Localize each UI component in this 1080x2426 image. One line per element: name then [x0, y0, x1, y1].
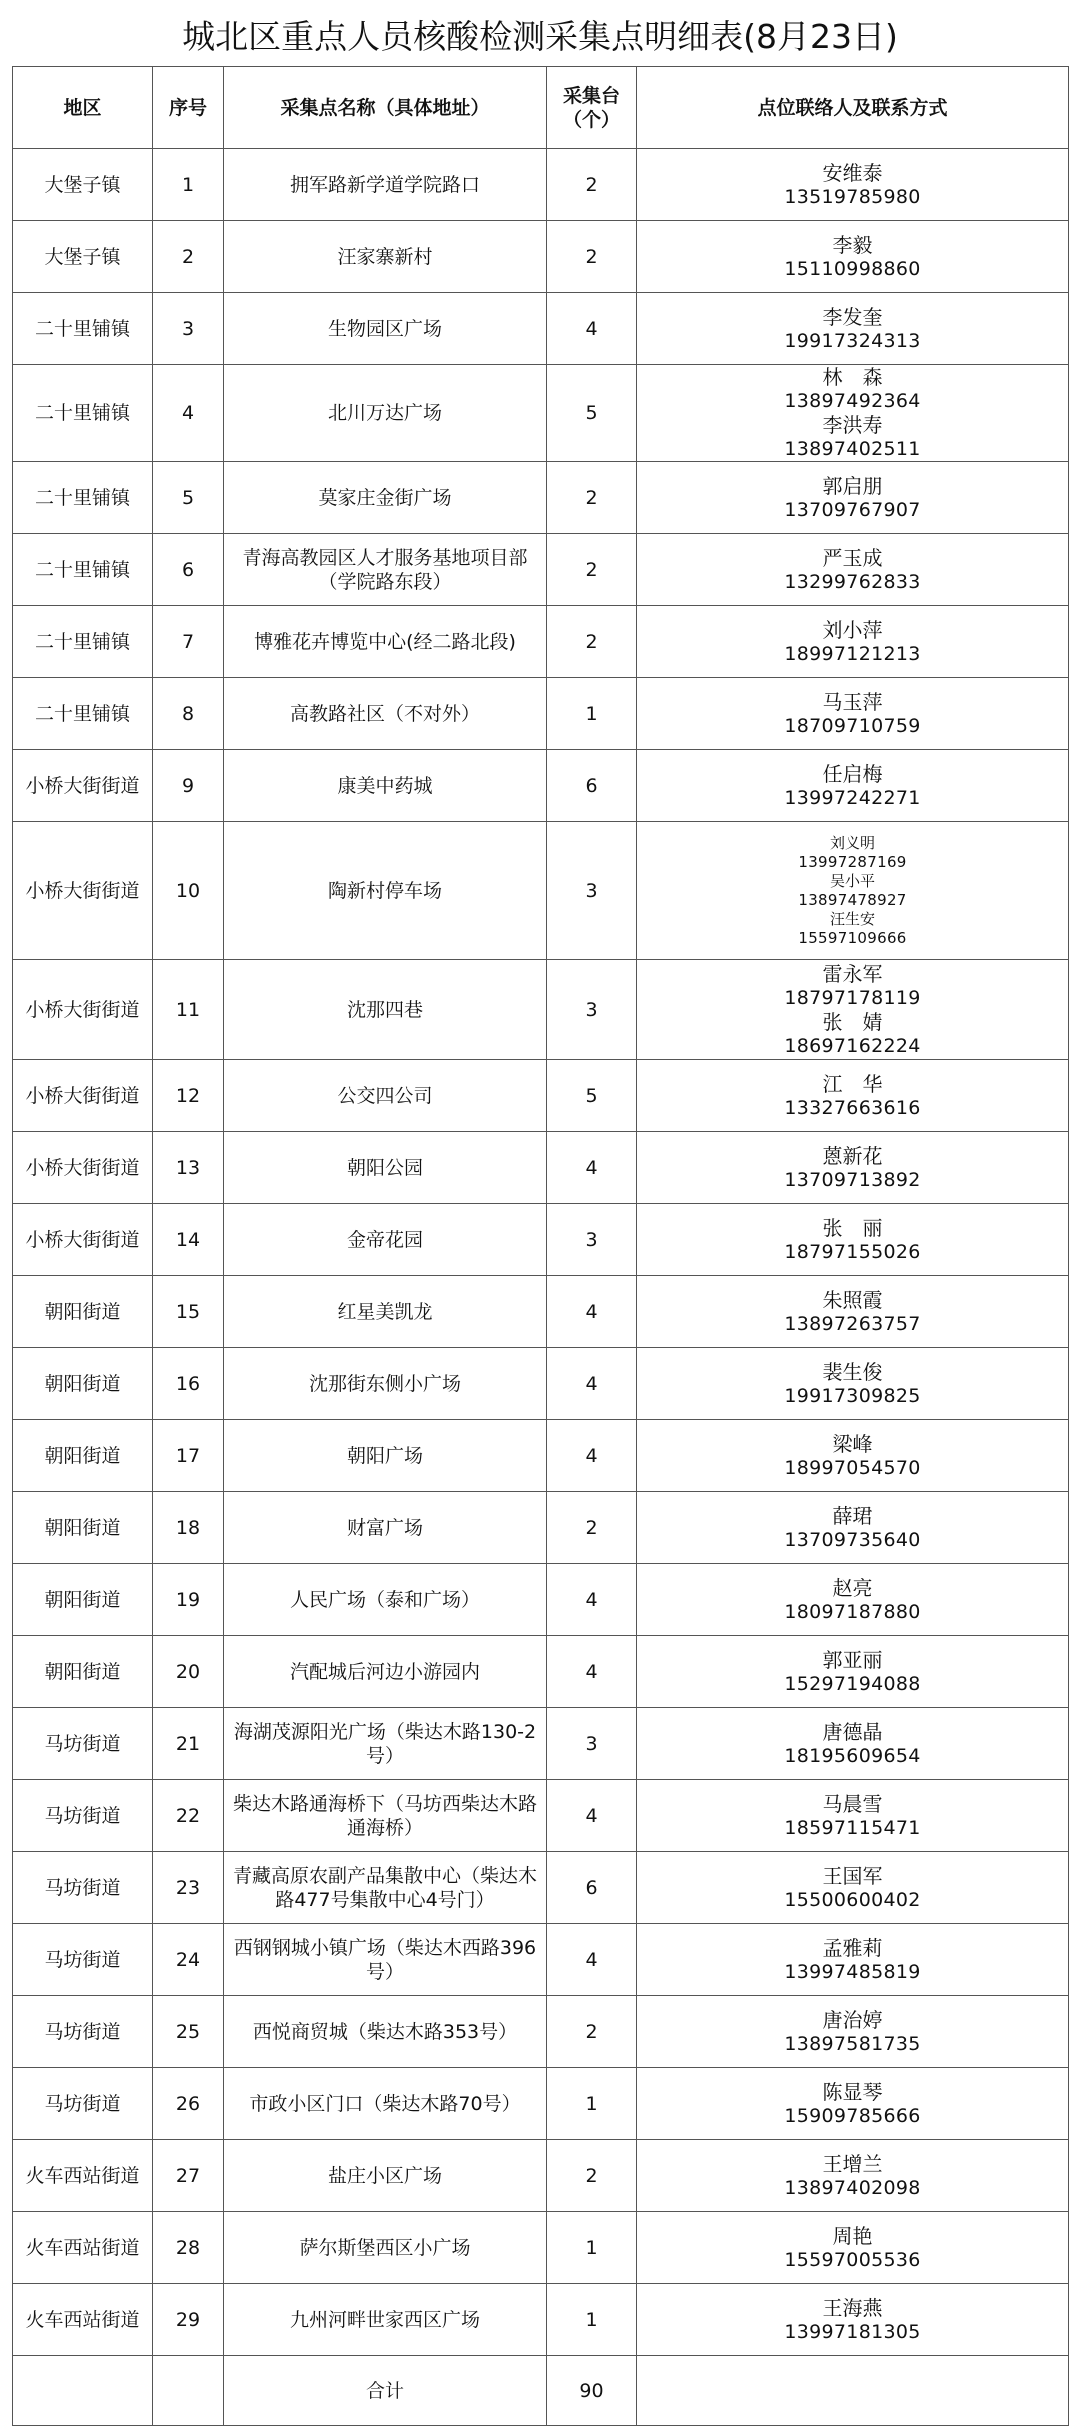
cell-count: 2	[547, 149, 637, 221]
contact-phone: 15597005536	[784, 2248, 921, 2271]
cell-contact	[637, 1852, 1069, 1924]
cell-count: 4	[547, 1636, 637, 1708]
cell-count: 4	[547, 1132, 637, 1204]
cell-contact	[637, 1132, 1069, 1204]
contact-name: 汪生安	[829, 909, 875, 928]
contact-phone: 15909785666	[784, 2104, 921, 2127]
cell-contact	[637, 1924, 1069, 1996]
cell-seq: 10	[153, 822, 224, 960]
cell-count: 2	[547, 2140, 637, 2212]
table-row	[13, 2212, 1069, 2284]
cell-site: 莫家庄金街广场	[224, 462, 547, 534]
cell-region: 小桥大街街道	[13, 1060, 153, 1132]
cell-contact	[637, 1204, 1069, 1276]
cell-count: 2	[547, 534, 637, 606]
header-contact: 点位联络人及联系方式	[637, 67, 1069, 149]
cell-seq: 3	[153, 293, 224, 365]
cell-contact	[637, 2068, 1069, 2140]
cell-region: 小桥大街街道	[13, 960, 153, 1060]
cell-site: 生物园区广场	[224, 293, 547, 365]
table-row	[13, 2068, 1069, 2140]
cell-contact	[637, 750, 1069, 822]
contact-name: 张 婧	[822, 1009, 883, 1034]
cell-count: 1	[547, 2212, 637, 2284]
cell-region: 马坊街道	[13, 1708, 153, 1780]
contact-phone: 15297194088	[784, 1672, 921, 1695]
cell-contact	[637, 678, 1069, 750]
cell-contact	[637, 534, 1069, 606]
cell-seq: 26	[153, 2068, 224, 2140]
cell-seq: 9	[153, 750, 224, 822]
table-row	[13, 1564, 1069, 1636]
cell-contact	[637, 1564, 1069, 1636]
cell-contact	[637, 822, 1069, 960]
cell-count: 1	[547, 2284, 637, 2356]
table-row	[13, 1060, 1069, 1132]
cell-contact	[637, 1492, 1069, 1564]
cell-seq: 28	[153, 2212, 224, 2284]
cell-contact	[637, 221, 1069, 293]
cell-contact	[637, 1348, 1069, 1420]
cell-seq: 29	[153, 2284, 224, 2356]
cell-region: 马坊街道	[13, 1924, 153, 1996]
cell-site: 汪家寨新村	[224, 221, 547, 293]
contact-name: 马玉萍	[822, 689, 883, 714]
table-row	[13, 822, 1069, 960]
header-region: 地区	[13, 67, 153, 149]
table-row	[13, 678, 1069, 750]
contact-name: 李发奎	[822, 304, 883, 329]
cell-region: 二十里铺镇	[13, 606, 153, 678]
cell-contact	[637, 1636, 1069, 1708]
contact-name: 赵亮	[832, 1575, 873, 1600]
contact-name: 孟雅莉	[822, 1935, 883, 1960]
cell-contact	[637, 365, 1069, 462]
cell-contact	[637, 462, 1069, 534]
contact-phone: 13897402098	[784, 2176, 921, 2199]
cell-count: 5	[547, 365, 637, 462]
contact-phone: 19917309825	[784, 1384, 921, 1407]
cell-count: 2	[547, 1492, 637, 1564]
cell-count: 2	[547, 462, 637, 534]
cell-contact	[637, 2212, 1069, 2284]
cell-seq: 24	[153, 1924, 224, 1996]
table-row	[13, 1132, 1069, 1204]
contact-phone: 13997242271	[784, 786, 921, 809]
cell-seq: 17	[153, 1420, 224, 1492]
cell-site: 朝阳公园	[224, 1132, 547, 1204]
contact-name: 严玉成	[822, 545, 883, 570]
contact-name: 吴小平	[829, 871, 875, 890]
total-empty-region	[13, 2356, 153, 2426]
contact-phone: 13997287169	[798, 852, 907, 871]
cell-contact	[637, 2140, 1069, 2212]
cell-count: 3	[547, 1708, 637, 1780]
cell-site: 陶新村停车场	[224, 822, 547, 960]
cell-site: 西悦商贸城（柴达木路353号）	[224, 1996, 547, 2068]
contact-name: 马晨雪	[822, 1791, 883, 1816]
contact-phone: 13997181305	[784, 2320, 921, 2343]
table-row	[13, 221, 1069, 293]
cell-site: 青海高教园区人才服务基地项目部（学院路东段）	[224, 534, 547, 606]
cell-region: 火车西站街道	[13, 2284, 153, 2356]
contact-phone: 18997054570	[784, 1456, 921, 1479]
table-row	[13, 149, 1069, 221]
table-row	[13, 1420, 1069, 1492]
cell-region: 马坊街道	[13, 1852, 153, 1924]
contact-phone: 18195609654	[784, 1744, 921, 1767]
testing-sites-table	[12, 66, 1069, 2426]
contact-phone: 15597109666	[798, 928, 907, 947]
cell-site: 人民广场（泰和广场）	[224, 1564, 547, 1636]
cell-region: 小桥大街街道	[13, 1132, 153, 1204]
contact-phone: 15500600402	[784, 1888, 921, 1911]
cell-region: 朝阳街道	[13, 1564, 153, 1636]
cell-seq: 18	[153, 1492, 224, 1564]
contact-phone: 13897263757	[784, 1312, 921, 1335]
cell-seq: 1	[153, 149, 224, 221]
table-row	[13, 960, 1069, 1060]
page-title: 城北区重点人员核酸检测采集点明细表(8月23日)	[182, 17, 898, 56]
table-row	[13, 365, 1069, 462]
cell-region: 马坊街道	[13, 1996, 153, 2068]
cell-site: 萨尔斯堡西区小广场	[224, 2212, 547, 2284]
cell-seq: 5	[153, 462, 224, 534]
contact-phone: 13897492364	[784, 390, 921, 412]
total-row	[13, 2356, 1069, 2426]
cell-region: 大堡子镇	[13, 221, 153, 293]
table-row	[13, 1492, 1069, 1564]
contact-name: 任启梅	[822, 761, 883, 786]
cell-count: 1	[547, 678, 637, 750]
cell-region: 火车西站街道	[13, 2140, 153, 2212]
cell-site: 康美中药城	[224, 750, 547, 822]
table-row	[13, 293, 1069, 365]
cell-seq: 4	[153, 365, 224, 462]
cell-count: 3	[547, 822, 637, 960]
contact-phone: 13897478927	[798, 890, 907, 909]
table-row	[13, 534, 1069, 606]
cell-region: 二十里铺镇	[13, 678, 153, 750]
cell-site: 高教路社区（不对外）	[224, 678, 547, 750]
contact-name: 张 丽	[822, 1215, 883, 1240]
cell-site: 市政小区门口（柴达木路70号）	[224, 2068, 547, 2140]
contact-name: 李洪寿	[822, 413, 883, 437]
cell-site: 九州河畔世家西区广场	[224, 2284, 547, 2356]
header-row	[13, 67, 1069, 149]
total-label: 合计	[224, 2356, 547, 2426]
header-site: 采集点名称（具体地址）	[224, 67, 547, 149]
cell-seq: 15	[153, 1276, 224, 1348]
contact-name: 郭启朋	[822, 473, 883, 498]
cell-count: 2	[547, 606, 637, 678]
cell-contact	[637, 606, 1069, 678]
table-row	[13, 1996, 1069, 2068]
table-row	[13, 2140, 1069, 2212]
table-row	[13, 1204, 1069, 1276]
table-row	[13, 1780, 1069, 1852]
cell-count: 5	[547, 1060, 637, 1132]
cell-contact	[637, 960, 1069, 1060]
contact-name: 江 华	[822, 1071, 883, 1096]
cell-seq: 13	[153, 1132, 224, 1204]
cell-seq: 7	[153, 606, 224, 678]
contact-name: 王海燕	[822, 2295, 883, 2320]
table-row	[13, 1348, 1069, 1420]
cell-contact	[637, 293, 1069, 365]
cell-region: 小桥大街街道	[13, 750, 153, 822]
cell-region: 朝阳街道	[13, 1492, 153, 1564]
contact-phone: 18697162224	[784, 1034, 921, 1057]
cell-region: 马坊街道	[13, 1780, 153, 1852]
contact-name: 梁峰	[832, 1431, 873, 1456]
cell-site: 红星美凯龙	[224, 1276, 547, 1348]
header-count: 采集台（个）	[547, 67, 637, 149]
cell-count: 2	[547, 221, 637, 293]
cell-seq: 16	[153, 1348, 224, 1420]
cell-seq: 11	[153, 960, 224, 1060]
contact-phone: 18709710759	[784, 714, 921, 737]
contact-phone: 13897402511	[784, 438, 921, 460]
contact-name: 林 森	[822, 365, 883, 389]
cell-site: 海湖茂源阳光广场（柴达木路130-2号）	[224, 1708, 547, 1780]
cell-site: 北川万达广场	[224, 365, 547, 462]
cell-site: 沈那四巷	[224, 960, 547, 1060]
contact-name: 安维泰	[822, 160, 883, 185]
contact-name: 唐治婷	[822, 2007, 883, 2032]
cell-seq: 12	[153, 1060, 224, 1132]
contact-name: 陈显琴	[822, 2079, 883, 2104]
contact-name: 裴生俊	[822, 1359, 883, 1384]
cell-count: 6	[547, 1852, 637, 1924]
table-row	[13, 2284, 1069, 2356]
table-row	[13, 1636, 1069, 1708]
cell-site: 博雅花卉博览中心(经二路北段)	[224, 606, 547, 678]
cell-contact	[637, 1996, 1069, 2068]
table-row	[13, 1852, 1069, 1924]
cell-region: 二十里铺镇	[13, 534, 153, 606]
contact-phone: 13997485819	[784, 1960, 921, 1983]
table-row	[13, 750, 1069, 822]
cell-site: 朝阳广场	[224, 1420, 547, 1492]
cell-seq: 19	[153, 1564, 224, 1636]
contact-name: 雷永军	[822, 961, 883, 986]
table-row	[13, 1924, 1069, 1996]
cell-region: 二十里铺镇	[13, 293, 153, 365]
contact-name: 蒽新花	[822, 1143, 883, 1168]
cell-count: 4	[547, 1780, 637, 1852]
cell-count: 4	[547, 1276, 637, 1348]
cell-count: 4	[547, 1924, 637, 1996]
cell-site: 财富广场	[224, 1492, 547, 1564]
cell-contact	[637, 149, 1069, 221]
contact-phone: 18097187880	[784, 1600, 921, 1623]
contact-name: 王增兰	[822, 2151, 883, 2176]
contact-phone: 13709735640	[784, 1528, 921, 1551]
cell-region: 二十里铺镇	[13, 365, 153, 462]
cell-count: 4	[547, 293, 637, 365]
cell-count: 4	[547, 1420, 637, 1492]
contact-name: 刘小萍	[822, 617, 883, 642]
table-row	[13, 1276, 1069, 1348]
total-empty-contact	[637, 2356, 1069, 2426]
cell-seq: 8	[153, 678, 224, 750]
cell-site: 汽配城后河边小游园内	[224, 1636, 547, 1708]
total-empty-seq	[153, 2356, 224, 2426]
contact-phone: 18997121213	[784, 642, 921, 665]
cell-count: 3	[547, 1204, 637, 1276]
cell-seq: 14	[153, 1204, 224, 1276]
cell-region: 朝阳街道	[13, 1276, 153, 1348]
cell-count: 4	[547, 1348, 637, 1420]
cell-region: 朝阳街道	[13, 1420, 153, 1492]
cell-seq: 27	[153, 2140, 224, 2212]
table-body	[13, 149, 1069, 2356]
cell-region: 朝阳街道	[13, 1636, 153, 1708]
cell-count: 4	[547, 1564, 637, 1636]
contact-phone: 18597115471	[784, 1816, 921, 1839]
cell-site: 金帝花园	[224, 1204, 547, 1276]
table-row	[13, 462, 1069, 534]
cell-region: 二十里铺镇	[13, 462, 153, 534]
contact-phone: 18797178119	[784, 986, 921, 1009]
cell-site: 沈那街东侧小广场	[224, 1348, 547, 1420]
table-row	[13, 606, 1069, 678]
cell-contact	[637, 1060, 1069, 1132]
contact-phone: 13299762833	[784, 570, 921, 593]
total-count: 90	[547, 2356, 637, 2426]
cell-region: 朝阳街道	[13, 1348, 153, 1420]
cell-site: 盐庄小区广场	[224, 2140, 547, 2212]
contact-name: 刘义明	[829, 833, 875, 852]
cell-region: 火车西站街道	[13, 2212, 153, 2284]
contact-phone: 19917324313	[784, 329, 921, 352]
cell-site: 西钢钢城小镇广场（柴达木西路396号）	[224, 1924, 547, 1996]
cell-site: 柴达木路通海桥下（马坊西柴达木路通海桥）	[224, 1780, 547, 1852]
contact-phone: 13709767907	[784, 498, 921, 521]
contact-phone: 18797155026	[784, 1240, 921, 1263]
cell-region: 小桥大街街道	[13, 822, 153, 960]
cell-seq: 23	[153, 1852, 224, 1924]
contact-name: 周艳	[832, 2223, 873, 2248]
cell-site: 拥军路新学道学院路口	[224, 149, 547, 221]
cell-count: 2	[547, 1996, 637, 2068]
contact-phone: 13519785980	[784, 185, 921, 208]
contact-phone: 13897581735	[784, 2032, 921, 2055]
cell-contact	[637, 1420, 1069, 1492]
cell-count: 6	[547, 750, 637, 822]
table-row	[13, 1708, 1069, 1780]
cell-site: 公交四公司	[224, 1060, 547, 1132]
cell-seq: 2	[153, 221, 224, 293]
cell-region: 小桥大街街道	[13, 1204, 153, 1276]
cell-seq: 22	[153, 1780, 224, 1852]
cell-seq: 20	[153, 1636, 224, 1708]
contact-name: 王国军	[822, 1863, 883, 1888]
cell-contact	[637, 2284, 1069, 2356]
contact-phone: 13327663616	[784, 1096, 921, 1119]
contact-phone: 15110998860	[784, 257, 921, 280]
cell-contact	[637, 1780, 1069, 1852]
cell-region: 马坊街道	[13, 2068, 153, 2140]
contact-name: 薛珺	[832, 1503, 873, 1528]
cell-site: 青藏高原农副产品集散中心（柴达木路477号集散中心4号门）	[224, 1852, 547, 1924]
contact-name: 李毅	[832, 232, 873, 257]
contact-name: 唐德晶	[822, 1719, 883, 1744]
contact-name: 郭亚丽	[822, 1647, 883, 1672]
cell-contact	[637, 1708, 1069, 1780]
cell-count: 1	[547, 2068, 637, 2140]
cell-seq: 6	[153, 534, 224, 606]
contact-name: 朱照霞	[822, 1287, 883, 1312]
cell-contact	[637, 1276, 1069, 1348]
cell-region: 大堡子镇	[13, 149, 153, 221]
cell-seq: 25	[153, 1996, 224, 2068]
header-seq: 序号	[153, 67, 224, 149]
contact-phone: 13709713892	[784, 1168, 921, 1191]
cell-count: 3	[547, 960, 637, 1060]
cell-seq: 21	[153, 1708, 224, 1780]
